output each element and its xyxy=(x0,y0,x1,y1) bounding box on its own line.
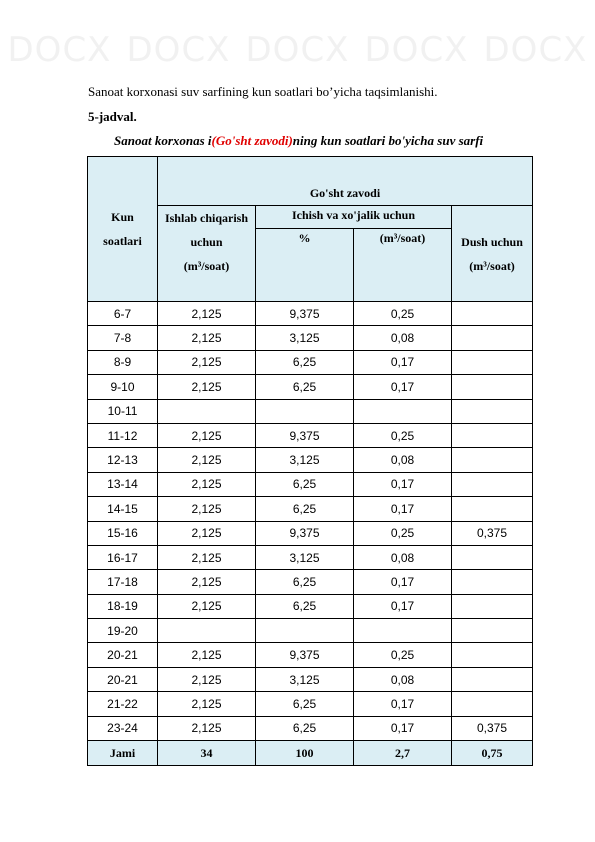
cell-shower xyxy=(452,643,533,667)
table-row xyxy=(88,545,533,569)
table-row xyxy=(88,399,533,423)
total-percent: 100 xyxy=(256,741,354,766)
cell-production: 2,125 xyxy=(158,643,256,667)
cell-shower xyxy=(452,448,533,472)
cell-production xyxy=(158,399,256,423)
table-row xyxy=(88,521,533,545)
cell-shower xyxy=(452,472,533,496)
cell-percent: 3,125 xyxy=(256,667,354,691)
cell-shower xyxy=(452,594,533,618)
cell-production: 2,125 xyxy=(158,423,256,447)
cell-percent: 3,125 xyxy=(256,326,354,350)
cell-percent: 9,375 xyxy=(256,643,354,667)
table-row xyxy=(88,302,533,326)
watermark xyxy=(0,30,595,80)
cell-shower xyxy=(452,375,533,399)
cell-shower xyxy=(452,570,533,594)
table-row xyxy=(88,594,533,618)
cell-production: 2,125 xyxy=(158,594,256,618)
cell-shower xyxy=(452,497,533,521)
cell-shower xyxy=(452,302,533,326)
cell-hours: 16-17 xyxy=(88,545,158,569)
cell-hours: 9-10 xyxy=(88,375,158,399)
cell-shower xyxy=(452,545,533,569)
cell-production: 2,125 xyxy=(158,350,256,374)
total-volume: 2,7 xyxy=(354,741,452,766)
cell-production: 2,125 xyxy=(158,375,256,399)
intro-text: Sanoat korxonasi suv sarfining kun soatlari bo’yicha taqsimlanishi. xyxy=(88,84,438,99)
cell-volume: 0,17 xyxy=(354,570,452,594)
shower-label: Dush uchun xyxy=(461,234,523,249)
header-volume: (m³/soat) xyxy=(354,229,452,302)
cell-production: 2,125 xyxy=(158,302,256,326)
cell-production: 2,125 xyxy=(158,472,256,496)
table-row xyxy=(88,667,533,691)
cell-percent: 9,375 xyxy=(256,423,354,447)
cell-hours: 23-24 xyxy=(88,716,158,740)
cell-shower xyxy=(452,326,533,350)
watermark-text: DOCX xyxy=(364,30,469,70)
table-row xyxy=(88,716,533,740)
cell-shower: 0,375 xyxy=(452,716,533,740)
header-drinking: Ichish va xo'jalik uchun xyxy=(256,206,452,229)
cell-volume: 0,17 xyxy=(354,716,452,740)
cell-volume: 0,25 xyxy=(354,521,452,545)
cell-production: 2,125 xyxy=(158,545,256,569)
cell-hours: 21-22 xyxy=(88,692,158,716)
table-row xyxy=(88,692,533,716)
cell-percent: 3,125 xyxy=(256,545,354,569)
table-label: 5-jadval. xyxy=(88,109,137,124)
cell-volume: 0,25 xyxy=(354,423,452,447)
cell-percent: 6,25 xyxy=(256,570,354,594)
watermark-text: DOCX xyxy=(126,30,231,70)
production-label: Ishlab chiqarish uchun xyxy=(164,211,249,249)
cell-hours: 6-7 xyxy=(88,302,158,326)
cell-hours: 14-15 xyxy=(88,497,158,521)
cell-percent: 6,25 xyxy=(256,472,354,496)
cell-hours: 11-12 xyxy=(88,423,158,447)
cell-volume: 0,08 xyxy=(354,326,452,350)
cell-hours: 12-13 xyxy=(88,448,158,472)
cell-volume: 0,25 xyxy=(354,302,452,326)
cell-shower xyxy=(452,667,533,691)
cell-percent: 6,25 xyxy=(256,497,354,521)
cell-production: 2,125 xyxy=(158,497,256,521)
header-group: Go'sht zavodi xyxy=(158,157,533,206)
table-row xyxy=(88,643,533,667)
cell-hours: 18-19 xyxy=(88,594,158,618)
table-row xyxy=(88,472,533,496)
table-row xyxy=(88,350,533,374)
caption-start: Sanoat korxonas i xyxy=(114,133,212,148)
cell-volume: 0,17 xyxy=(354,472,452,496)
caption-highlight: (Go'sht zavodi) xyxy=(211,133,293,148)
cell-production xyxy=(158,619,256,643)
cell-volume: 0,08 xyxy=(354,448,452,472)
cell-percent: 3,125 xyxy=(256,448,354,472)
cell-volume: 0,17 xyxy=(354,594,452,618)
cell-volume: 0,17 xyxy=(354,375,452,399)
watermark-text: DOCX xyxy=(483,30,588,70)
cell-volume: 0,17 xyxy=(354,350,452,374)
table-row xyxy=(88,570,533,594)
cell-hours: 20-21 xyxy=(88,643,158,667)
table-row xyxy=(88,423,533,447)
cell-production: 2,125 xyxy=(158,667,256,691)
cell-hours: 8-9 xyxy=(88,350,158,374)
cell-production: 2,125 xyxy=(158,521,256,545)
watermark-text: DOCX xyxy=(7,30,112,70)
cell-volume xyxy=(354,619,452,643)
cell-percent: 9,375 xyxy=(256,521,354,545)
cell-volume: 0,08 xyxy=(354,667,452,691)
cell-hours: 17-18 xyxy=(88,570,158,594)
table-row xyxy=(88,619,533,643)
cell-production: 2,125 xyxy=(158,448,256,472)
cell-percent xyxy=(256,619,354,643)
cell-volume: 0,08 xyxy=(354,545,452,569)
water-usage-table xyxy=(87,156,533,766)
cell-percent xyxy=(256,399,354,423)
cell-shower xyxy=(452,399,533,423)
cell-volume: 0,17 xyxy=(354,497,452,521)
cell-production: 2,125 xyxy=(158,716,256,740)
cell-volume xyxy=(354,399,452,423)
cell-hours: 20-21 xyxy=(88,667,158,691)
table-row xyxy=(88,448,533,472)
cell-percent: 6,25 xyxy=(256,692,354,716)
cell-hours: 10-11 xyxy=(88,399,158,423)
cell-shower xyxy=(452,619,533,643)
table-row xyxy=(88,497,533,521)
cell-percent: 9,375 xyxy=(256,302,354,326)
cell-shower xyxy=(452,350,533,374)
cell-hours: 19-20 xyxy=(88,619,158,643)
table-caption xyxy=(114,133,483,149)
total-production: 34 xyxy=(158,741,256,766)
cell-production: 2,125 xyxy=(158,326,256,350)
cell-shower: 0,375 xyxy=(452,521,533,545)
cell-percent: 6,25 xyxy=(256,350,354,374)
caption-end: ning kun soatlari bo'yicha suv sarfi xyxy=(292,133,484,148)
cell-hours: 13-14 xyxy=(88,472,158,496)
header-production xyxy=(158,206,256,302)
cell-hours: 15-16 xyxy=(88,521,158,545)
header-hours: Kun soatlari xyxy=(88,157,158,302)
total-label: Jami xyxy=(88,741,158,766)
cell-percent: 6,25 xyxy=(256,375,354,399)
table-row xyxy=(88,375,533,399)
cell-volume: 0,17 xyxy=(354,692,452,716)
cell-production: 2,125 xyxy=(158,692,256,716)
shower-unit: (m³/soat) xyxy=(469,258,515,273)
total-row xyxy=(88,741,533,766)
cell-percent: 6,25 xyxy=(256,594,354,618)
table-row xyxy=(88,326,533,350)
total-shower: 0,75 xyxy=(452,741,533,766)
header-shower xyxy=(452,206,533,302)
cell-hours: 7-8 xyxy=(88,326,158,350)
cell-percent: 6,25 xyxy=(256,716,354,740)
production-unit: (m³/soat) xyxy=(183,259,230,273)
cell-shower xyxy=(452,692,533,716)
cell-production: 2,125 xyxy=(158,570,256,594)
header-percent: % xyxy=(256,229,354,302)
cell-shower xyxy=(452,423,533,447)
cell-volume: 0,25 xyxy=(354,643,452,667)
watermark-text: DOCX xyxy=(245,30,350,70)
